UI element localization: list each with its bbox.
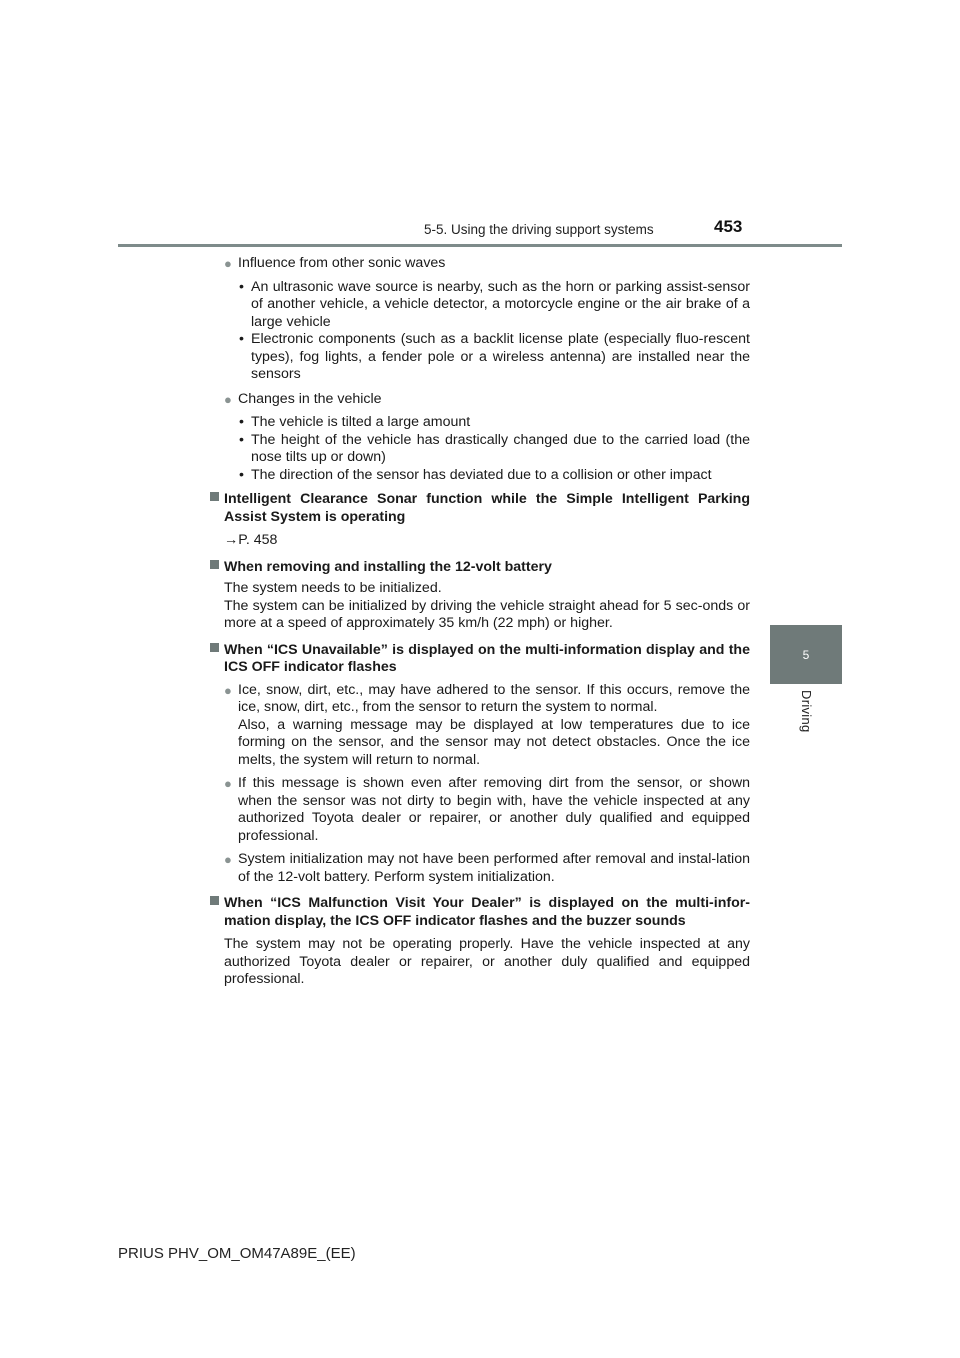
circle-bullet-icon: ● — [224, 682, 232, 698]
square-bullet-icon — [210, 560, 219, 569]
section-block — [210, 895, 750, 989]
footer-document-code: PRIUS PHV_OM_OM47A89E_(EE) — [118, 1245, 356, 1262]
section-block — [210, 559, 750, 633]
chapter-label: Driving — [799, 690, 814, 733]
circle-bullet-icon: ● — [224, 256, 232, 271]
section-block — [210, 491, 750, 550]
chapter-number: 5 — [802, 647, 810, 662]
paragraph: The system may not be operating properly. Have the vehicle inspected at any authorized Toyota dealer or repairer, or another duly qualified and equipped professional. — [224, 936, 750, 987]
list-item: • The direction of the sensor has deviated due to a collision or other impact — [239, 466, 712, 483]
circle-bullet-icon: ● — [224, 391, 232, 407]
circle-bullet-icon: ● — [224, 776, 232, 791]
section-block — [210, 642, 750, 887]
chapter-tab — [770, 625, 842, 684]
bullet-block — [224, 682, 750, 770]
paragraph: The system needs to be initialized. — [224, 580, 442, 596]
page-number: 453 — [714, 217, 743, 236]
header-divider — [118, 244, 842, 247]
list-item: • The vehicle is tilted a large amount — [239, 414, 471, 430]
bullet-block — [210, 391, 750, 485]
bullet-text: System initialization may not have been performed after removal and instal-lation of the 12-volt battery. Perform system initialization. — [238, 851, 750, 885]
bullet-block — [224, 851, 750, 886]
bullet-block — [224, 775, 750, 845]
bullet-block — [210, 255, 750, 384]
paragraph: The system can be initialized by driving the vehicle straight ahead for 5 sec-onds or more at a speed of approximately 35 km/h (22 mph) or higher. — [224, 597, 750, 631]
section-title: When removing and installing the 12-volt battery — [224, 558, 552, 575]
square-bullet-icon — [210, 492, 219, 501]
page-reference[interactable]: →P. 458 — [224, 532, 278, 548]
bullet-title: Changes in the vehicle — [238, 390, 382, 407]
sub-list — [210, 279, 750, 384]
dot-icon: • — [239, 431, 244, 448]
bullet-title: Influence from other sonic waves — [238, 255, 446, 271]
square-bullet-icon — [210, 643, 219, 652]
page-content — [210, 255, 750, 989]
sub-list — [210, 414, 750, 484]
dot-icon: • — [239, 278, 244, 295]
section-title: When “ICS Unavailable” is displayed on the multi-information display and the ICS OFF indicator flashes — [224, 641, 750, 675]
list-item: • The height of the vehicle has drastically changed due to the carried load (the nose tilts up or down) — [239, 431, 750, 465]
dot-icon: • — [239, 466, 244, 483]
section-title: Intelligent Clearance Sonar function while the Simple Intelligent Parking Assist System is operating — [224, 491, 750, 525]
section-title: When “ICS Malfunction Visit Your Dealer” is displayed on the multi-infor-mation display, the ICS OFF indicator flashes and the buzzer sounds — [224, 895, 750, 929]
bullet-text: Also, a warning message may be displayed at low temperatures due to ice forming on the sensor, and the sensor may not detect obstacles. Once the ice melts, the system will return to normal. — [238, 716, 750, 768]
square-bullet-icon — [210, 896, 219, 905]
list-item: • Electronic components (such as a backlit license plate (especially fluo-rescent types), fog lights, a fender pole or a wireless antenna) are installed near the sensors — [239, 331, 750, 382]
bullet-text: If this message is shown even after removing dirt from the sensor, or shown when the sensor was not dirty to begin with, have the vehicle inspected at any authorized Toyota dealer or repairer, or another duly qualified and equipped professional. — [238, 775, 750, 844]
dot-icon: • — [239, 331, 244, 347]
header-section-title: 5-5. Using the driving support systems — [424, 222, 654, 237]
circle-bullet-icon: ● — [224, 852, 232, 867]
dot-icon: • — [239, 414, 244, 430]
list-item: • An ultrasonic wave source is nearby, such as the horn or parking assist-sensor of another vehicle, a vehicle detector, a motorcycle engine or the air brake of a large vehicle — [239, 278, 750, 330]
bullet-text: Ice, snow, dirt, etc., may have adhered to the sensor. If this occurs, remove the ice, snow, dirt, etc., from the sensor to return the system to normal. — [238, 681, 750, 715]
